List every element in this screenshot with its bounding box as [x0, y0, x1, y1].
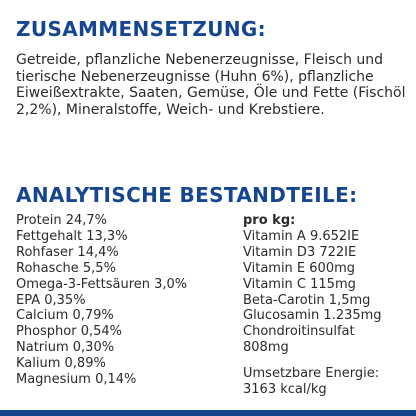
bottom-accent-bar: [0, 410, 416, 416]
list-item: Rohfaser 14,4%: [16, 244, 119, 260]
list-item: Vitamin D3 722IE: [243, 244, 357, 260]
list-item: Glucosamin 1.235mg: [243, 308, 382, 324]
list-item: Magnesium 0,14%: [16, 372, 137, 388]
list-item: Rohasche 5,5%: [16, 260, 116, 276]
composition-heading: ZUSAMMENSETZUNG:: [16, 17, 267, 41]
metabolizable-energy: [243, 366, 379, 398]
list-item: Vitamin E 600mg: [243, 260, 356, 276]
composition-text: Getreide, pflanzliche Nebenerzeugnisse, Fleisch und tierische Nebenerzeugnisse (Huhn 6%), pflanzliche Eiweißextrakte, Saaten, Gemüse, Öle und Fette (Fischöl 2,2%), Mineralstoffe, Weich- und Krebstiere.: [16, 52, 406, 118]
list-item: Fettgehalt 13,3%: [16, 228, 128, 244]
list-item: Calcium 0,79%: [16, 308, 114, 324]
list-item: Kalium 0,89%: [16, 356, 106, 372]
list-item: Omega-3-Fettsäuren 3,0%: [16, 276, 188, 292]
list-item: EPA 0,35%: [16, 292, 86, 308]
list-item: Vitamin A 9.652IE: [243, 228, 360, 244]
list-item: 808mg: [243, 340, 289, 356]
list-item: Natrium 0,30%: [16, 340, 115, 356]
list-item: Protein 24,7%: [16, 213, 107, 228]
list-item: Chondroitinsulfat: [243, 324, 355, 340]
energy-value: 3163 kcal/kg: [243, 381, 327, 397]
per-kg-label: pro kg:: [243, 213, 296, 228]
energy-label: Umsetzbare Energie:: [243, 366, 380, 381]
list-item: Vitamin C 115mg: [243, 276, 356, 292]
analysis-heading: ANALYTISCHE BESTANDTEILE:: [16, 183, 358, 207]
additives-list: [243, 213, 382, 356]
analytical-components-list: [16, 213, 187, 388]
list-item: Phosphor 0,54%: [16, 324, 123, 340]
list-item: Beta-Carotin 1,5mg: [243, 292, 371, 308]
